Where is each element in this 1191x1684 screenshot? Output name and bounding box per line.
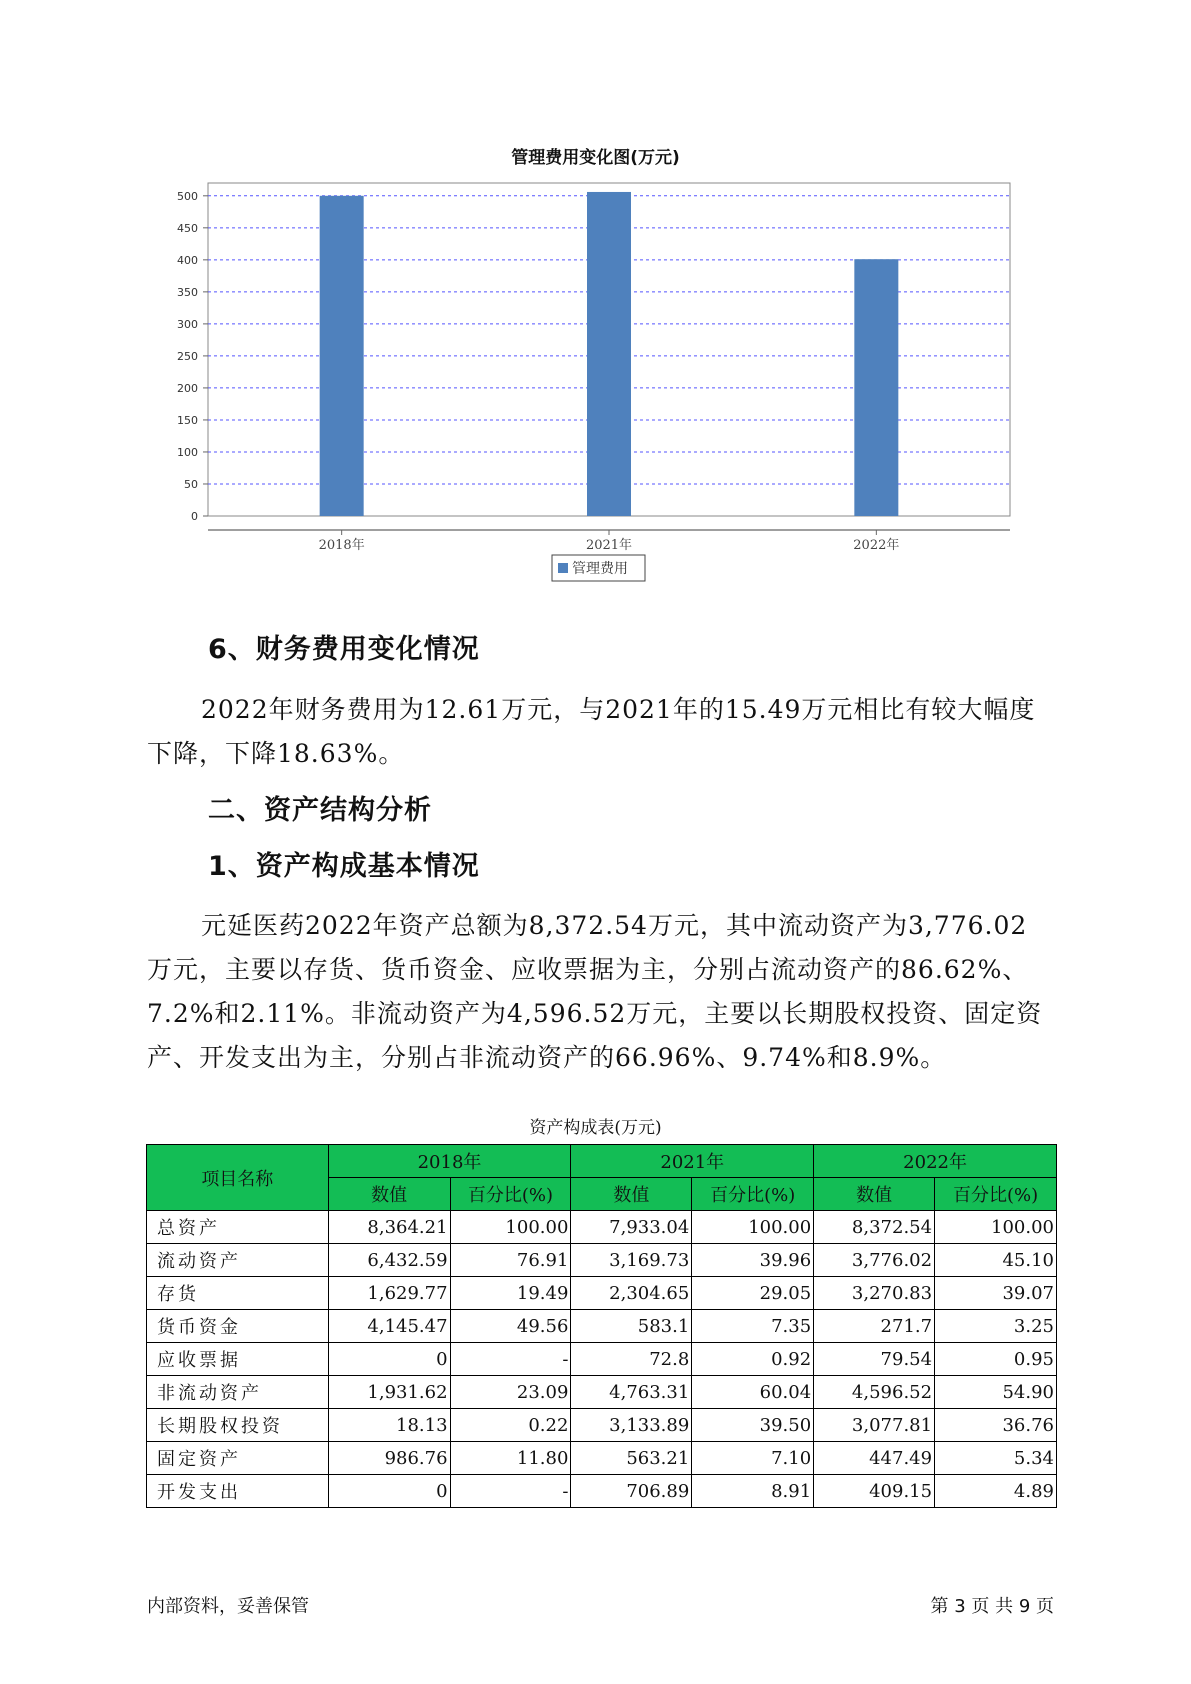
value-cell: 3,169.73 — [571, 1244, 692, 1277]
x-tick-label: 2022年 — [853, 538, 900, 553]
table-row — [147, 1211, 1057, 1244]
percent-cell: 0.95 — [935, 1343, 1057, 1376]
value-cell: 447.49 — [814, 1442, 935, 1475]
percent-cell: 4.89 — [935, 1475, 1057, 1508]
percent-cell: 39.07 — [935, 1277, 1057, 1310]
y-tick-label: 300 — [177, 317, 198, 331]
value-header: 数值 — [814, 1178, 935, 1211]
y-tick-label: 450 — [177, 221, 198, 235]
value-header: 数值 — [328, 1178, 450, 1211]
bar — [587, 192, 631, 516]
legend-swatch — [558, 563, 568, 573]
value-cell: 1,629.77 — [328, 1277, 450, 1310]
y-tick-label: 50 — [184, 477, 198, 491]
value-cell: 986.76 — [328, 1442, 450, 1475]
finance-expense-heading: 6、财务费用变化情况 — [208, 634, 480, 665]
row-item-name: 货币资金 — [147, 1310, 329, 1343]
management-expense-bar-chart — [150, 175, 1020, 595]
row-item-name: 总资产 — [147, 1211, 329, 1244]
value-cell: 8,372.54 — [814, 1211, 935, 1244]
table-row — [147, 1442, 1057, 1475]
percent-cell: 36.76 — [935, 1409, 1057, 1442]
value-cell: 0 — [328, 1475, 450, 1508]
y-tick-label: 400 — [177, 253, 198, 267]
x-tick-label: 2021年 — [585, 538, 633, 553]
percent-cell: - — [450, 1343, 571, 1376]
percent-cell: 76.91 — [450, 1244, 571, 1277]
item-name-header: 项目名称 — [147, 1145, 329, 1211]
bar — [320, 196, 364, 516]
row-item-name: 开发支出 — [147, 1475, 329, 1508]
percent-cell: 100.00 — [935, 1211, 1057, 1244]
value-cell: 271.7 — [814, 1310, 935, 1343]
row-item-name: 应收票据 — [147, 1343, 329, 1376]
percent-cell: 39.50 — [692, 1409, 814, 1442]
percent-cell: 60.04 — [692, 1376, 814, 1409]
value-cell: 6,432.59 — [328, 1244, 450, 1277]
value-cell: 583.1 — [571, 1310, 692, 1343]
value-cell: 18.13 — [328, 1409, 450, 1442]
percent-cell: 11.80 — [450, 1442, 571, 1475]
table-row — [147, 1310, 1057, 1343]
y-tick-label: 200 — [177, 381, 198, 395]
finance-expense-paragraph: 2022年财务费用为12.61万元，与2021年的15.49万元相比有较大幅度下降，下降18.63%。 — [147, 695, 1036, 768]
value-cell: 4,763.31 — [571, 1376, 692, 1409]
y-tick-label: 350 — [177, 285, 198, 299]
percent-cell: 3.25 — [935, 1310, 1057, 1343]
percent-cell: 100.00 — [450, 1211, 571, 1244]
percent-header: 百分比(%) — [935, 1178, 1057, 1211]
asset-structure-heading: 二、资产结构分析 — [208, 795, 432, 826]
table-row — [147, 1376, 1057, 1409]
value-cell: 72.8 — [571, 1343, 692, 1376]
percent-cell: 7.10 — [692, 1442, 814, 1475]
value-cell: 3,133.89 — [571, 1409, 692, 1442]
table-row — [147, 1409, 1057, 1442]
percent-cell: 45.10 — [935, 1244, 1057, 1277]
row-item-name: 固定资产 — [147, 1442, 329, 1475]
year-header: 2022年 — [814, 1145, 1057, 1178]
table-row — [147, 1343, 1057, 1376]
value-cell: 4,596.52 — [814, 1376, 935, 1409]
y-tick-label: 100 — [177, 445, 198, 459]
table-row — [147, 1244, 1057, 1277]
value-cell: 7,933.04 — [571, 1211, 692, 1244]
row-item-name: 存货 — [147, 1277, 329, 1310]
value-cell: 3,077.81 — [814, 1409, 935, 1442]
percent-cell: 0.22 — [450, 1409, 571, 1442]
percent-cell: 0.92 — [692, 1343, 814, 1376]
table-row — [147, 1475, 1057, 1508]
percent-cell: 49.56 — [450, 1310, 571, 1343]
year-header: 2021年 — [571, 1145, 814, 1178]
percent-cell: 8.91 — [692, 1475, 814, 1508]
table-row — [147, 1277, 1057, 1310]
y-tick-label: 0 — [191, 510, 198, 523]
value-cell: 706.89 — [571, 1475, 692, 1508]
percent-cell: 100.00 — [692, 1211, 814, 1244]
value-cell: 79.54 — [814, 1343, 935, 1376]
bar — [854, 259, 898, 516]
y-tick-label: 150 — [177, 413, 198, 427]
value-cell: 3,270.83 — [814, 1277, 935, 1310]
percent-cell: - — [450, 1475, 571, 1508]
percent-cell: 29.05 — [692, 1277, 814, 1310]
value-header: 数值 — [571, 1178, 692, 1211]
y-tick-label: 500 — [177, 189, 198, 203]
row-item-name: 非流动资产 — [147, 1376, 329, 1409]
chart-title: 管理费用变化图(万元) — [511, 148, 680, 168]
value-cell: 4,145.47 — [328, 1310, 450, 1343]
value-cell: 0 — [328, 1343, 450, 1376]
value-cell: 409.15 — [814, 1475, 935, 1508]
row-item-name: 流动资产 — [147, 1244, 329, 1277]
value-cell: 3,776.02 — [814, 1244, 935, 1277]
percent-cell: 7.35 — [692, 1310, 814, 1343]
x-tick-label: 2018年 — [318, 538, 365, 553]
legend-label: 管理费用 — [572, 561, 628, 577]
asset-composition-paragraph: 元延医药2022年资产总额为8,372.54万元，其中流动资产为3,776.02万元，主要以存货、货币资金、应收票据为主，分别占流动资产的86.62%、7.2%和2.11%。非流动资产为4,596.52万元，主要以长期股权投资、固定资产、开发支出为主，分别占非流动资产的66.96%、9.74%和8.9%。 — [147, 911, 1043, 1072]
footer-page-number: 第 3 页 共 9 页 — [930, 1596, 1054, 1617]
percent-cell: 19.49 — [450, 1277, 571, 1310]
value-cell: 563.21 — [571, 1442, 692, 1475]
value-cell: 8,364.21 — [328, 1211, 450, 1244]
year-header: 2018年 — [328, 1145, 571, 1178]
y-tick-label: 250 — [177, 349, 198, 363]
percent-cell: 54.90 — [935, 1376, 1057, 1409]
percent-cell: 5.34 — [935, 1442, 1057, 1475]
percent-header: 百分比(%) — [450, 1178, 571, 1211]
value-cell: 1,931.62 — [328, 1376, 450, 1409]
footer-confidential-note: 内部资料，妥善保管 — [147, 1596, 309, 1617]
percent-cell: 39.96 — [692, 1244, 814, 1277]
row-item-name: 长期股权投资 — [147, 1409, 329, 1442]
table-caption: 资产构成表(万元) — [529, 1118, 662, 1138]
asset-composition-heading: 1、资产构成基本情况 — [208, 851, 480, 882]
percent-cell: 23.09 — [450, 1376, 571, 1409]
percent-header: 百分比(%) — [692, 1178, 814, 1211]
asset-composition-table — [146, 1144, 1057, 1508]
value-cell: 2,304.65 — [571, 1277, 692, 1310]
